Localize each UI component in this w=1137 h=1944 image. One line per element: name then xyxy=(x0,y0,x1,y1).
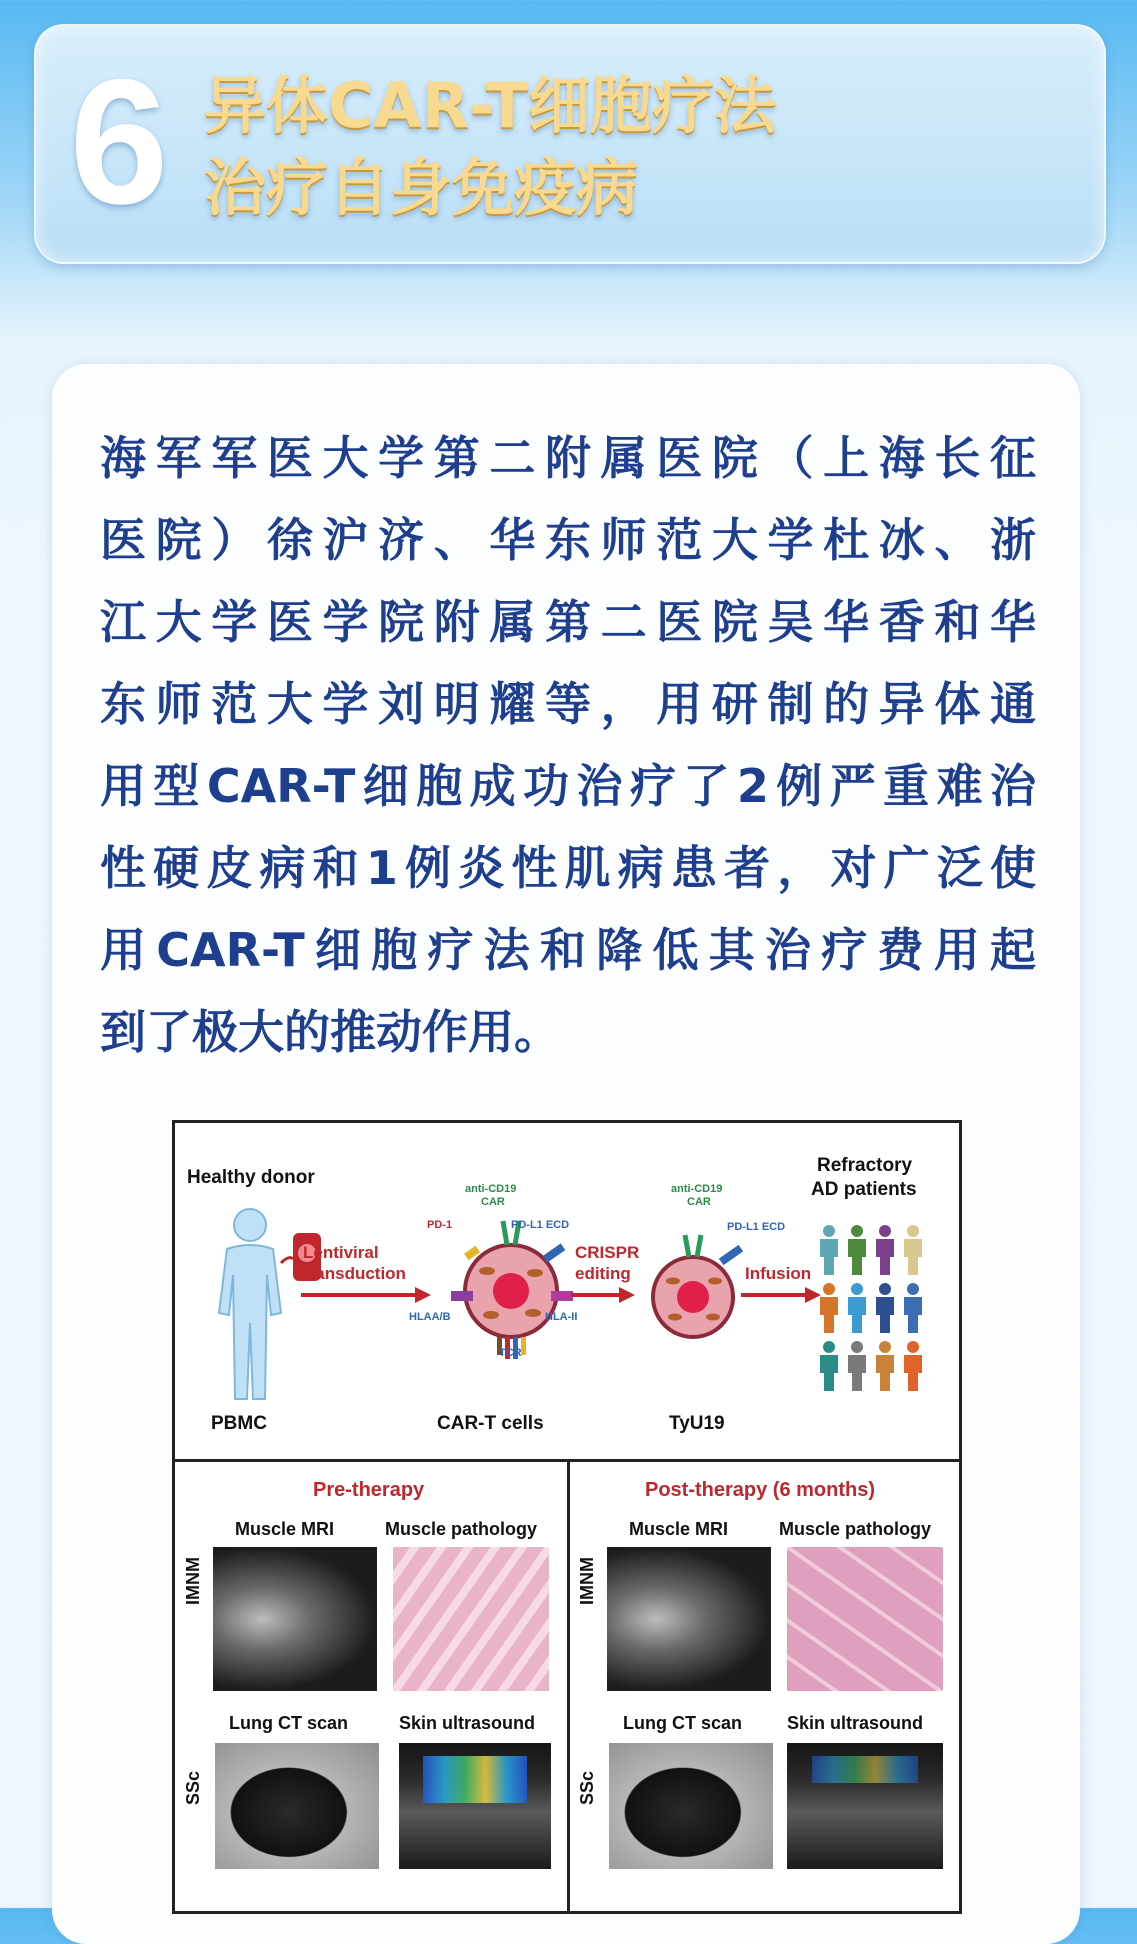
lentiviral-label-2: transduction xyxy=(303,1264,406,1283)
pre-skin-ultrasound-image xyxy=(399,1743,551,1869)
patient-icon xyxy=(904,1341,922,1391)
paragraph-line: 到了极大的推动作用。 xyxy=(100,1005,560,1059)
post-lung-ct-image xyxy=(609,1743,773,1869)
post-muscle-pathology-image xyxy=(787,1547,943,1691)
paragraph-line: 医院）徐沪济、华东师范大学杜冰、浙 xyxy=(100,513,1036,567)
refractory-label-2: AD patients xyxy=(811,1179,917,1200)
pre-row-ssc-label: SSc xyxy=(183,1770,203,1805)
pre-muscle-mri-image xyxy=(213,1547,377,1691)
donor-body-icon xyxy=(205,1203,335,1403)
arrow-right-icon xyxy=(571,1287,635,1303)
pd1-label: PD-1 xyxy=(427,1219,453,1231)
healthy-donor-label: Healthy donor xyxy=(187,1167,315,1188)
header-title-line2: 治疗自身免疫病 xyxy=(204,151,639,224)
paragraph-line: 海军军医大学第二附属医院（上海长征 xyxy=(100,431,1036,485)
car-t-cells-label: CAR-T cells xyxy=(437,1413,544,1434)
post-muscle-mri-image xyxy=(607,1547,771,1691)
pre-muscle-pathology-image xyxy=(393,1547,549,1691)
crispr-label-1: CRISPR xyxy=(575,1243,640,1262)
patient-icon xyxy=(904,1283,922,1333)
patient-icon xyxy=(904,1225,922,1275)
paragraph-line: 用型CAR-T细胞成功治疗了2例严重难治 xyxy=(100,759,1036,813)
arrow-right-icon xyxy=(741,1287,821,1303)
pre-mri-label: Muscle MRI xyxy=(235,1519,335,1539)
paragraph-line: 性硬皮病和1例炎性肌病患者，对广泛使 xyxy=(100,841,1036,895)
figure-divider xyxy=(567,1462,570,1911)
patient-icon xyxy=(848,1225,866,1275)
hla-ab-label: HLAA/B xyxy=(409,1311,451,1323)
pre-skin-ultrasound-label: Skin ultrasound xyxy=(399,1713,536,1733)
header-title-line1: 异体CAR-T细胞疗法 xyxy=(204,69,777,142)
pre-lung-ct-label: Lung CT scan xyxy=(229,1713,349,1733)
post-mri-label: Muscle MRI xyxy=(629,1519,729,1539)
pre-lung-ct-image xyxy=(215,1743,379,1869)
patient-icon xyxy=(820,1225,838,1275)
pre-pathology-label: Muscle pathology xyxy=(385,1519,538,1539)
post-lung-ct-label: Lung CT scan xyxy=(623,1713,743,1733)
pre-therapy-title: Pre-therapy xyxy=(313,1479,425,1501)
post-pathology-label: Muscle pathology xyxy=(779,1519,932,1539)
patient-icon xyxy=(848,1341,866,1391)
tcr-label: TCR xyxy=(499,1347,522,1359)
post-therapy-title: Post-therapy (6 months) xyxy=(645,1479,876,1501)
paragraph-line: 江大学医学院附属第二医院吴华香和华 xyxy=(100,595,1036,649)
pdl1-ecd-label: PD-L1 ECD xyxy=(511,1219,570,1231)
paragraph-line: 东师范大学刘明耀等，用研制的异体通 xyxy=(100,677,1036,731)
crispr-label-2: editing xyxy=(575,1264,631,1283)
lentiviral-label-1: Lentiviral xyxy=(303,1243,379,1262)
infusion-label: Infusion xyxy=(745,1264,812,1283)
anti-cd19-label: anti-CD19 xyxy=(671,1183,723,1195)
pbmc-label: PBMC xyxy=(211,1413,267,1434)
patients-group-icon xyxy=(815,1219,935,1399)
patient-icon xyxy=(876,1341,894,1391)
refractory-label-1: Refractory xyxy=(817,1155,913,1176)
hla-ii-label: HLA-II xyxy=(545,1311,578,1323)
post-skin-ultrasound-label: Skin ultrasound xyxy=(787,1713,924,1733)
car-label: CAR xyxy=(687,1196,711,1208)
paragraph-line: 用CAR-T细胞疗法和降低其治疗费用起 xyxy=(100,923,1036,977)
section-number: 6 xyxy=(69,42,169,241)
patient-icon xyxy=(848,1283,866,1333)
patient-icon xyxy=(876,1225,894,1275)
car-label: CAR xyxy=(481,1196,505,1208)
patient-icon xyxy=(820,1283,838,1333)
research-figure xyxy=(172,1120,962,1914)
post-row-ssc-label: SSc xyxy=(577,1770,597,1805)
anti-cd19-label: anti-CD19 xyxy=(465,1183,517,1195)
post-row-imnm-label: IMNM xyxy=(577,1557,597,1605)
tyu19-label: TyU19 xyxy=(669,1413,725,1434)
pre-row-imnm-label: IMNM xyxy=(183,1557,203,1605)
pdl1-ecd-label: PD-L1 ECD xyxy=(727,1221,786,1233)
patient-icon xyxy=(876,1283,894,1333)
post-skin-ultrasound-image xyxy=(787,1743,943,1869)
patient-icon xyxy=(820,1341,838,1391)
